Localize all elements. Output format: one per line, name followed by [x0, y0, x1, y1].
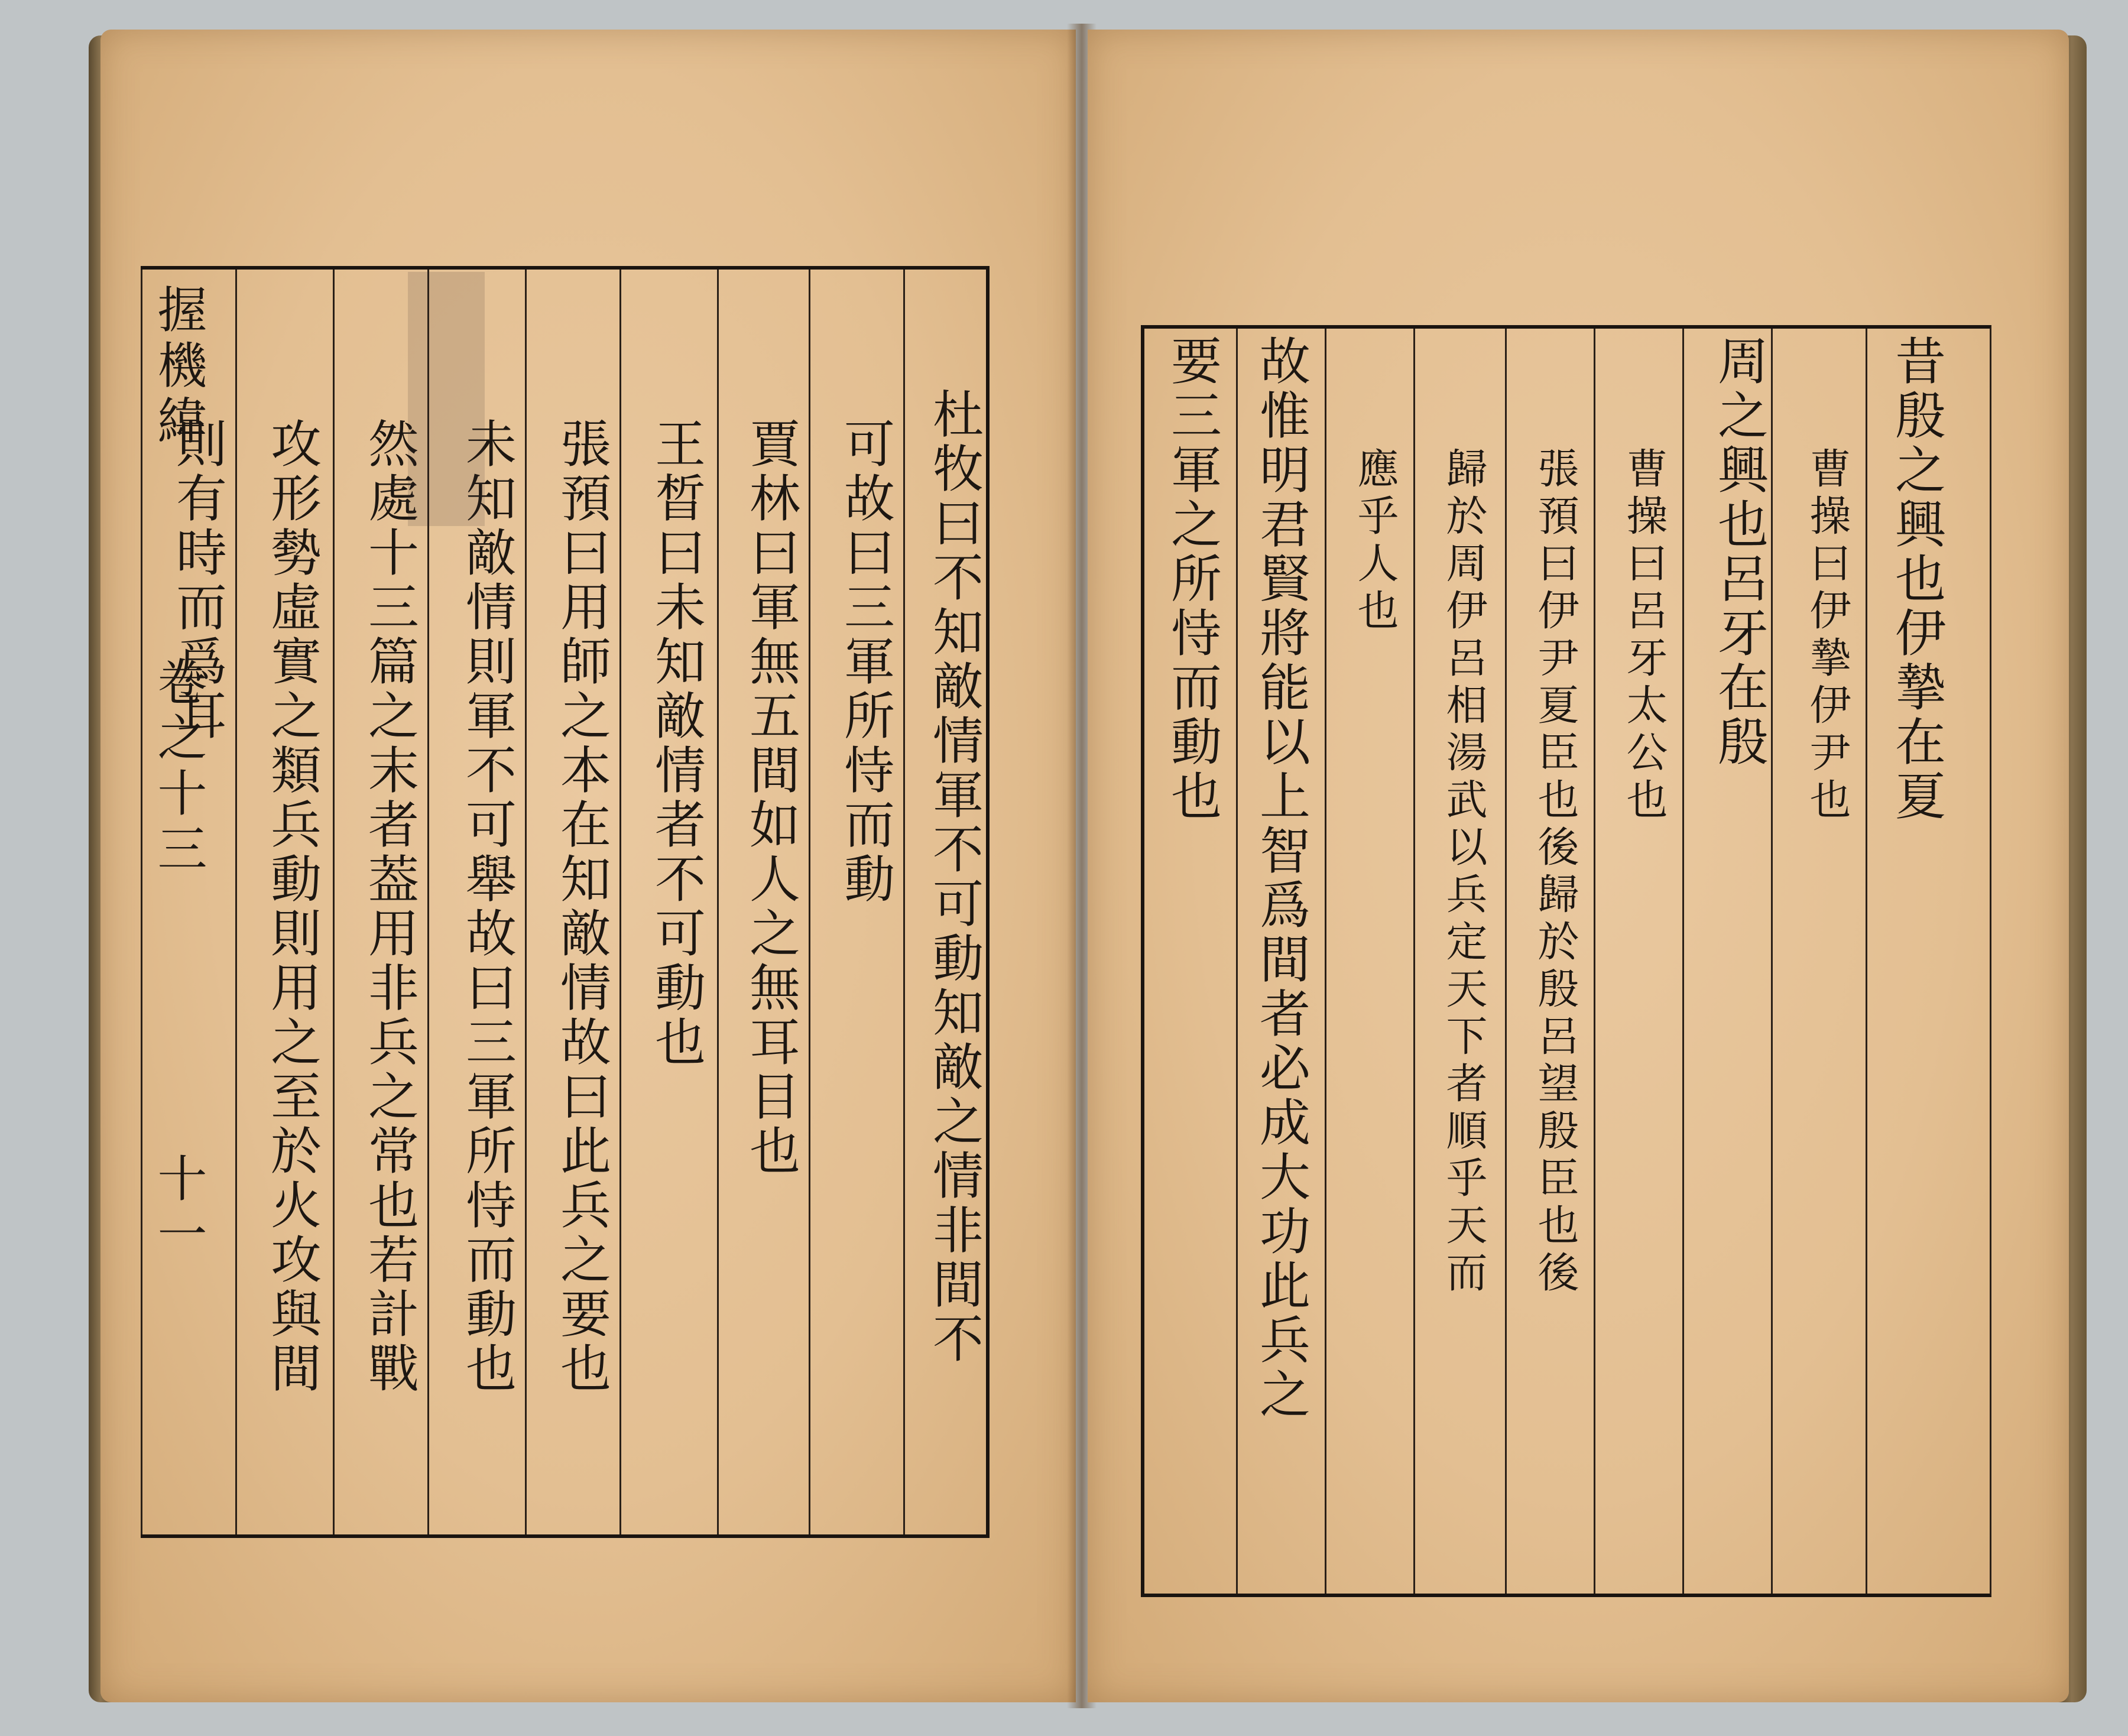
text-column: 周之興也呂牙在殷 [1709, 335, 1768, 770]
column-rule [525, 270, 527, 1534]
column-rule [1325, 329, 1326, 1594]
text-column: 未知敵情則軍不可舉故曰三軍所恃而動也 [457, 417, 516, 1396]
left-page [100, 30, 1076, 1702]
column-rule [717, 270, 719, 1534]
column-rule [1866, 329, 1867, 1594]
column-rule [1771, 329, 1773, 1594]
text-column: 杜牧曰不知敵情軍不可動知敵之情非間不 [924, 388, 983, 1367]
text-column: 曹操曰呂牙太公也 [1620, 447, 1668, 825]
column-rule [235, 270, 237, 1534]
text-column: 張預曰伊尹夏臣也後歸於殷呂望殷臣也後 [1531, 447, 1579, 1298]
text-column: 要三軍之所恃而動也 [1162, 335, 1221, 824]
text-column: 可故曰三軍所恃而動 [835, 417, 894, 907]
text-column: 然處十三篇之末者葢用非兵之常也若計戰 [359, 417, 419, 1396]
column-rule [1682, 329, 1684, 1594]
text-column: 張預曰用師之本在知敵情故曰此兵之要也 [552, 417, 611, 1396]
text-column: 曹操曰伊摯伊尹也 [1803, 447, 1851, 825]
column-rule [809, 270, 810, 1534]
book-title: 握機緯 [150, 284, 207, 450]
text-column: 昔殷之興也伊摯在夏 [1886, 335, 1945, 824]
text-column: 攻形勢虛實之類兵動則用之至於火攻與間 [262, 417, 321, 1396]
text-column: 則有時而爲耳 [167, 417, 226, 744]
text-column: 歸於周伊呂相湯武以兵定天下者順乎天而 [1439, 447, 1488, 1298]
ink-smudge [408, 272, 485, 526]
text-column: 故惟明君賢將能以上智爲間者必成大功此兵之 [1251, 335, 1310, 1422]
column-rule [1236, 329, 1238, 1594]
folio-number: 十一 [150, 1153, 207, 1264]
column-rule [141, 270, 142, 1534]
right-text-frame [1141, 325, 1991, 1597]
text-column: 王晳曰未知敵情者不可動也 [646, 417, 705, 1070]
volume-label: 卷之十三 [150, 656, 207, 878]
open-book [89, 12, 2098, 1726]
column-rule [619, 270, 621, 1534]
column-rule [333, 270, 335, 1534]
column-rule [903, 270, 905, 1534]
right-page [1088, 30, 2069, 1702]
text-column: 應乎人也 [1351, 447, 1399, 636]
column-rule [1505, 329, 1507, 1594]
column-rule [1413, 329, 1415, 1594]
text-column: 賈林曰軍無五間如人之無耳目也 [741, 417, 800, 1179]
left-text-frame [141, 266, 990, 1538]
column-rule [1594, 329, 1595, 1594]
